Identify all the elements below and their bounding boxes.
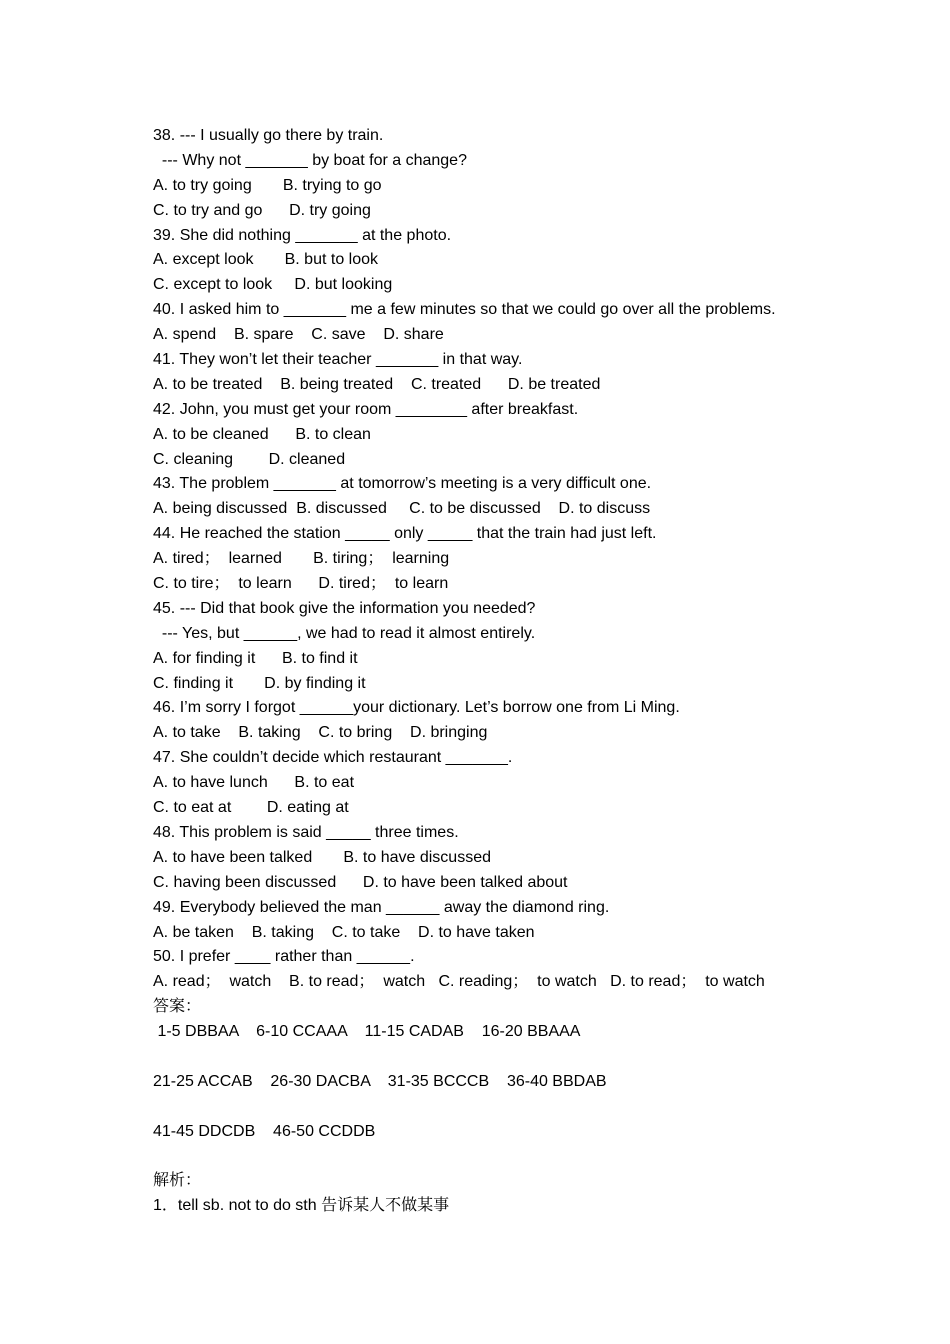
question-47-stem: 47. She couldn’t decide which restaurant _______. <box>153 749 513 767</box>
answers-heading: 答案： <box>153 998 202 1016</box>
analysis-heading: 解析： <box>153 1172 202 1190</box>
question-48-options-ab: A. to have been talked B. to have discussed <box>153 848 491 866</box>
question-42-options-ab: A. to be cleaned B. to clean <box>153 425 371 443</box>
question-40-options: A. spend B. spare C. save D. share <box>153 326 444 344</box>
blank-line <box>153 1095 853 1120</box>
question-44-options-cd: C. to tire； to learn D. tired； to learn <box>153 575 449 593</box>
answers-row-1: 1-5 DBBAA 6-10 CCAAA 11-15 CADAB 16-20 BBAAA <box>153 1023 581 1041</box>
question-39-stem: 39. She did nothing _______ at the photo. <box>153 226 452 244</box>
question-40-stem: 40. I asked him to _______ me a few minutes so that we could go over all the problems. <box>153 301 776 319</box>
question-44-stem: 44. He reached the station _____ only _____ that the train had just left. <box>153 525 657 543</box>
question-38-reply: --- Why not _______ by boat for a change? <box>153 151 467 169</box>
question-38-options-cd: C. to try and go D. try going <box>153 201 371 219</box>
question-48-options-cd: C. having been discussed D. to have been talked about <box>153 873 568 891</box>
question-42-options-cd: C. cleaning D. cleaned <box>153 450 346 468</box>
question-45-stem: 45. --- Did that book give the information you needed? <box>153 599 536 617</box>
answers-row-3: 41-45 DDCDB 46-50 CCDDB <box>153 1122 376 1140</box>
document-page <box>153 124 853 1219</box>
blank-line <box>153 1145 853 1170</box>
question-45-options-cd: C. finding it D. by finding it <box>153 674 366 692</box>
question-38-stem: 38. --- I usually go there by train. <box>153 127 384 144</box>
analysis-item-1: 1．tell sb. not to do sth 告诉某人不做某事 <box>153 1197 450 1215</box>
question-42-stem: 42. John, you must get your room ________ after breakfast. <box>153 400 579 418</box>
question-50-stem: 50. I prefer ____ rather than ______. <box>153 948 415 966</box>
question-49-stem: 49. Everybody believed the man ______ away the diamond ring. <box>153 898 610 916</box>
answers-row-2: 21-25 ACCAB 26-30 DACBA 31-35 BCCCB 36-40 BBDAB <box>153 1072 607 1090</box>
question-46-options: A. to take B. taking C. to bring D. bringing <box>153 724 488 742</box>
question-48-stem: 48. This problem is said _____ three times. <box>153 823 459 841</box>
question-43-stem: 43. The problem _______ at tomorrow’s meeting is a very difficult one. <box>153 475 652 493</box>
question-47-options-cd: C. to eat at D. eating at <box>153 799 349 817</box>
question-47-options-ab: A. to have lunch B. to eat <box>153 774 355 792</box>
question-45-reply: --- Yes, but ______, we had to read it almost entirely. <box>153 624 536 642</box>
question-43-options: A. being discussed B. discussed C. to be discussed D. to discuss <box>153 500 651 518</box>
question-49-options: A. be taken B. taking C. to take D. to have taken <box>153 923 535 941</box>
question-46-stem: 46. I’m sorry I forgot ______your dictionary. Let’s borrow one from Li Ming. <box>153 699 680 717</box>
question-41-stem: 41. They won’t let their teacher _______ in that way. <box>153 351 523 369</box>
question-38-options-ab: A. to try going B. trying to go <box>153 176 382 194</box>
question-41-options: A. to be treated B. being treated C. treated D. be treated <box>153 375 601 393</box>
question-39-options-cd: C. except to look D. but looking <box>153 276 393 294</box>
blank-line <box>153 1045 853 1070</box>
question-50-options: A. read； watch B. to read； watch C. reading； to watch D. to read； to watch <box>153 973 765 991</box>
question-44-options-ab: A. tired； learned B. tiring； learning <box>153 550 450 568</box>
question-39-options-ab: A. except look B. but to look <box>153 251 379 269</box>
question-45-options-ab: A. for finding it B. to find it <box>153 649 358 667</box>
